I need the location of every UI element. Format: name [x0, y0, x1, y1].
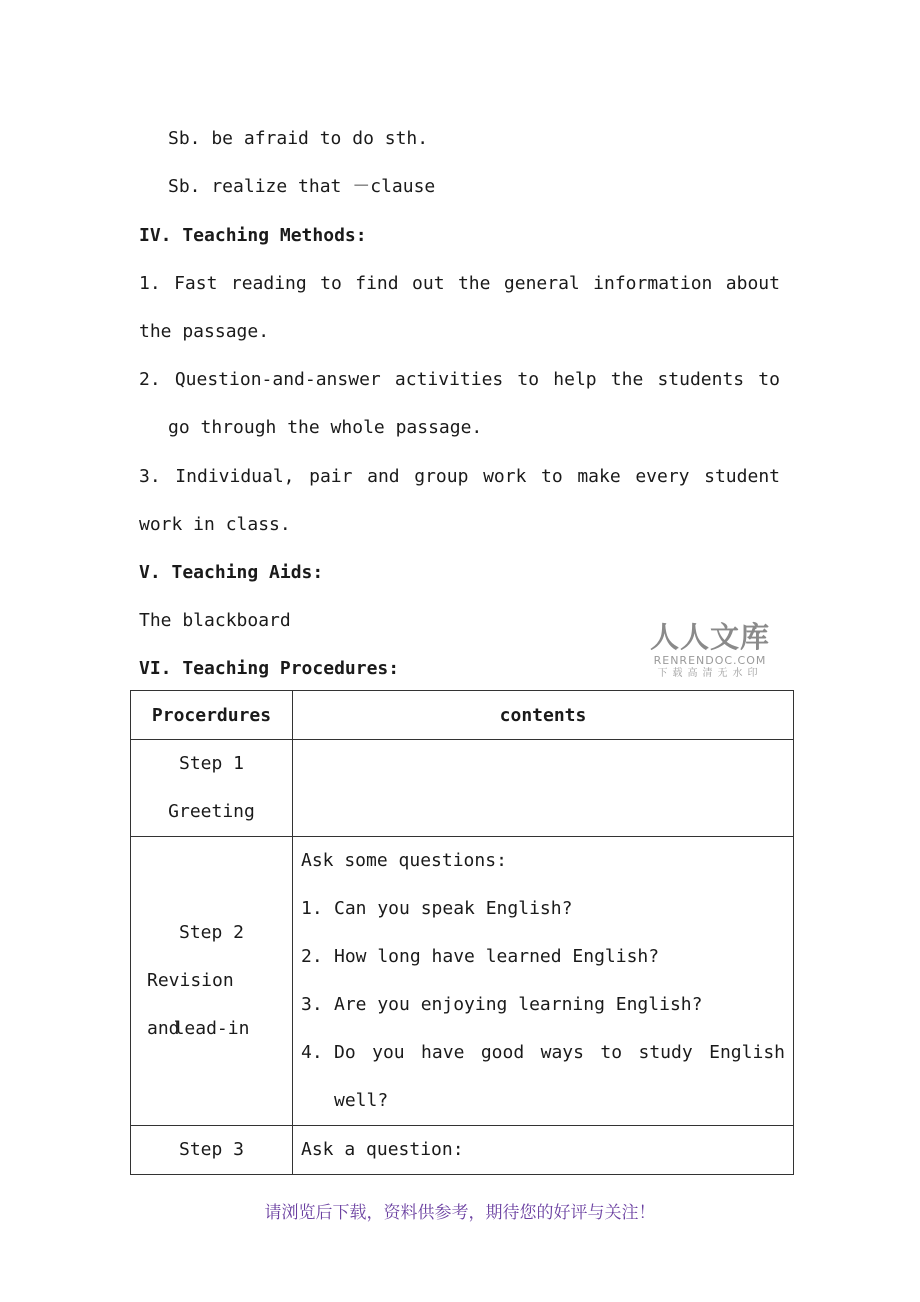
step-label: Step 2: [178, 922, 245, 943]
table-row: [131, 1126, 794, 1175]
text-line: Sb. realize that －clause: [168, 176, 436, 197]
list-text: well?: [334, 1090, 389, 1111]
step-label: Step 1: [178, 753, 245, 774]
table-row: [131, 837, 794, 1126]
content-cell: [293, 837, 794, 1126]
header-procedures: Procerdures: [131, 691, 293, 740]
content-intro: Ask a question:: [301, 1139, 464, 1160]
text-line: 2. Question-and-answer activities to help the students to: [139, 369, 780, 390]
list-item: [301, 933, 785, 981]
list-text: Are you enjoying learning English?: [334, 994, 703, 1015]
watermark-sub: 下载高清无水印: [657, 668, 763, 679]
watermark-en: RENRENDOC.COM: [653, 654, 767, 667]
step-cell: [131, 740, 293, 837]
list-number: 2.: [301, 946, 323, 967]
text-line: go through the whole passage.: [168, 417, 483, 438]
step-title: Revision and: [147, 970, 234, 1039]
list-item: [301, 1029, 785, 1077]
step-title: lead-in: [173, 1018, 250, 1039]
section-heading-aids: V. Teaching Aids:: [139, 562, 324, 583]
text-line: work in class.: [139, 514, 291, 535]
table-row: [131, 740, 794, 837]
watermark-cn: 人人文库: [649, 620, 770, 654]
text-line: the passage.: [139, 321, 270, 342]
list-item: [301, 981, 785, 1029]
text-line: 3. Individual, pair and group work to make every student: [139, 466, 780, 487]
text-line: 1. Fast reading to find out the general information about: [139, 273, 780, 294]
step-title: Greeting: [168, 801, 255, 822]
list-number: 1.: [301, 898, 323, 919]
list-number: 3.: [301, 994, 323, 1015]
step-cell: [131, 837, 293, 1126]
header-contents: contents: [293, 691, 794, 740]
watermark-logo: [646, 620, 774, 681]
section-heading-procedures: VI. Teaching Procedures:: [139, 658, 400, 679]
footer-notice: 请浏览后下载，资料供参考，期待您的好评与关注！: [264, 1203, 656, 1223]
list-text: Can you speak English?: [334, 898, 573, 919]
content-intro: Ask some questions:: [301, 850, 507, 871]
list-number: [301, 1077, 334, 1125]
section-heading-methods: IV. Teaching Methods:: [139, 225, 367, 246]
list-item: [301, 885, 785, 933]
text-line: The blackboard: [139, 610, 291, 631]
list-text: Do you have good ways to study English: [334, 1042, 785, 1063]
step-label: Step 3: [178, 1139, 245, 1160]
procedures-table: [130, 690, 794, 1175]
list-number: 4.: [301, 1042, 323, 1063]
list-text: How long have learned English?: [334, 946, 660, 967]
step-cell: [131, 1126, 293, 1175]
list-item: [301, 1077, 785, 1125]
content-cell: [293, 1126, 794, 1175]
content-cell: [293, 740, 794, 837]
table-header-row: [131, 691, 794, 740]
text-line: Sb. be afraid to do sth.: [168, 128, 429, 149]
